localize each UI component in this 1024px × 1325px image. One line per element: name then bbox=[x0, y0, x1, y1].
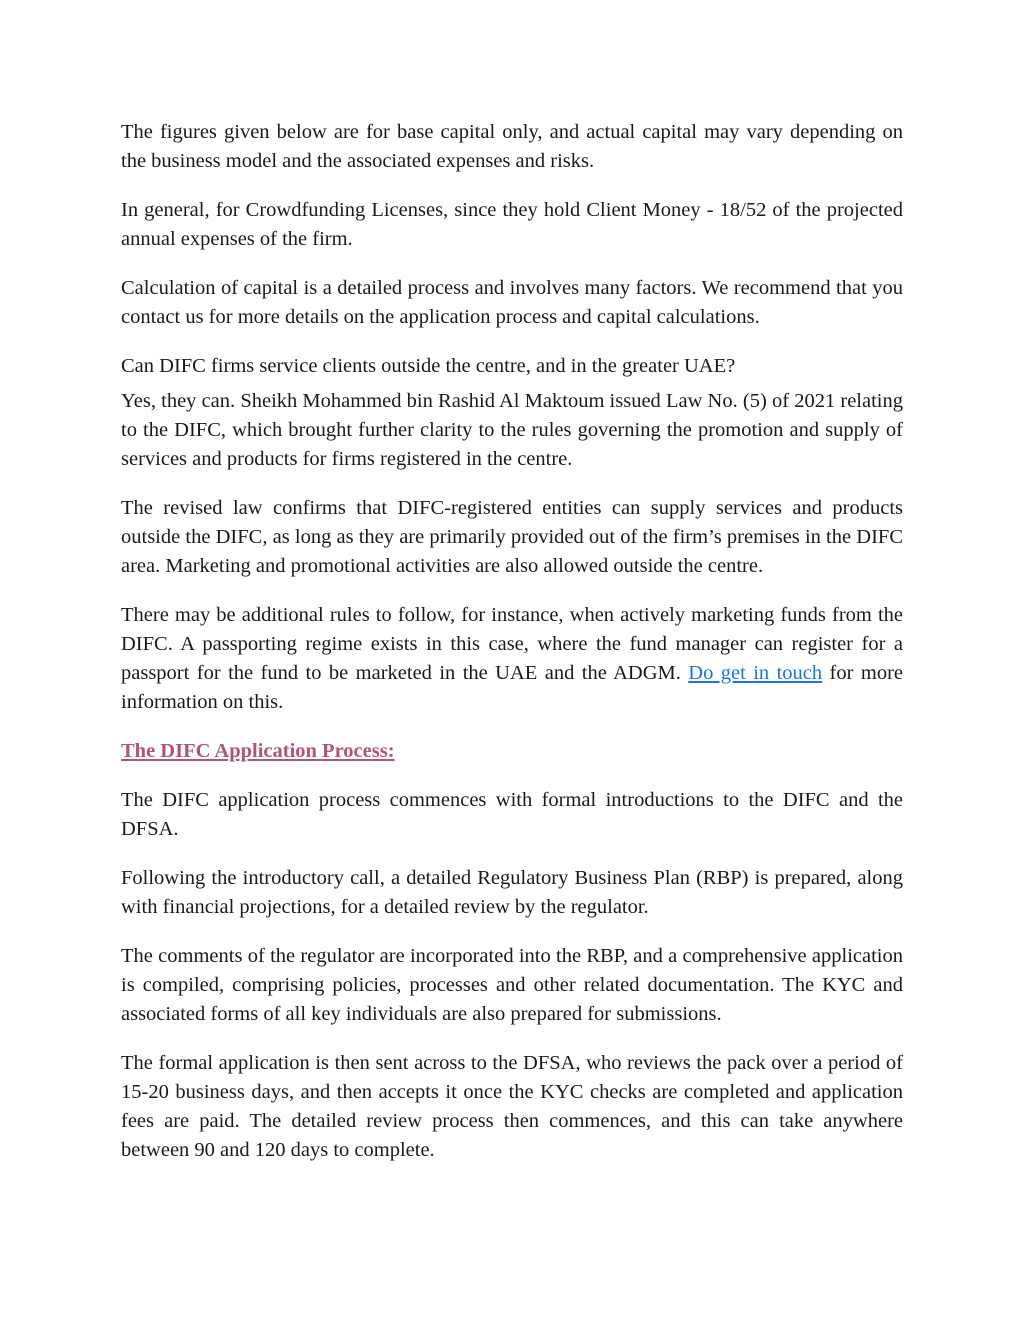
paragraph-base-capital: The figures given below are for base capital only, and actual capital may vary depending on the business model and the associated expenses and risks. bbox=[121, 121, 903, 172]
question-difc-outside: Can DIFC firms service clients outside the centre, and in the greater UAE? bbox=[121, 355, 736, 377]
paragraph-passporting bbox=[121, 601, 903, 717]
document-page bbox=[121, 118, 903, 1185]
paragraph-capital-calculation: Calculation of capital is a detailed process and involves many factors. We recommend that you contact us for more details on the application process and capital calculations. bbox=[121, 277, 903, 328]
paragraph-rbp: Following the introductory call, a detailed Regulatory Business Plan (RBP) is prepared, along with financial projections, for a detailed review by the regulator. bbox=[121, 867, 903, 918]
get-in-touch-link[interactable]: Do get in touch bbox=[688, 662, 823, 684]
paragraph-regulator-comments: The comments of the regulator are incorporated into the RBP, and a comprehensive application is compiled, comprising policies, processes and other related documentation. The KYC and associated forms of all key individuals are also prepared for submissions. bbox=[121, 945, 903, 1025]
paragraph-law-no-5: Yes, they can. Sheikh Mohammed bin Rashid Al Maktoum issued Law No. (5) of 2021 relating to the DIFC, which brought further clarity to the rules governing the promotion and supply of services and products for firms registered in the centre. bbox=[121, 390, 903, 470]
paragraph-revised-law: The revised law confirms that DIFC-registered entities can supply services and products outside the DIFC, as long as they are primarily provided out of the firm’s premises in the DIFC area. Marketing and promotional activities are also allowed outside the centre. bbox=[121, 497, 903, 577]
section-heading-application-process: The DIFC Application Process: bbox=[121, 740, 395, 762]
paragraph-passporting-text: There may be additional rules to follow, for instance, when actively marketing funds from the DIFC. A passporting regime exists in this case, where the fund manager can register for a passport for the fund to be marketed in the UAE and the ADGM. bbox=[121, 604, 903, 684]
paragraph-crowdfunding: In general, for Crowdfunding Licenses, since they hold Client Money - 18/52 of the projected annual expenses of the firm. bbox=[121, 199, 903, 250]
paragraph-passporting-tail: for more information on this. bbox=[121, 662, 904, 713]
paragraph-formal-application: The formal application is then sent across to the DFSA, who reviews the pack over a period of 15-20 business days, and then accepts it once the KYC checks are completed and application fees are paid. The detailed review process then commences, and this can take anywhere between 90 and 120 days to complete. bbox=[121, 1052, 903, 1161]
paragraph-formal-introductions: The DIFC application process commences with formal introductions to the DIFC and the DFSA. bbox=[121, 789, 903, 840]
